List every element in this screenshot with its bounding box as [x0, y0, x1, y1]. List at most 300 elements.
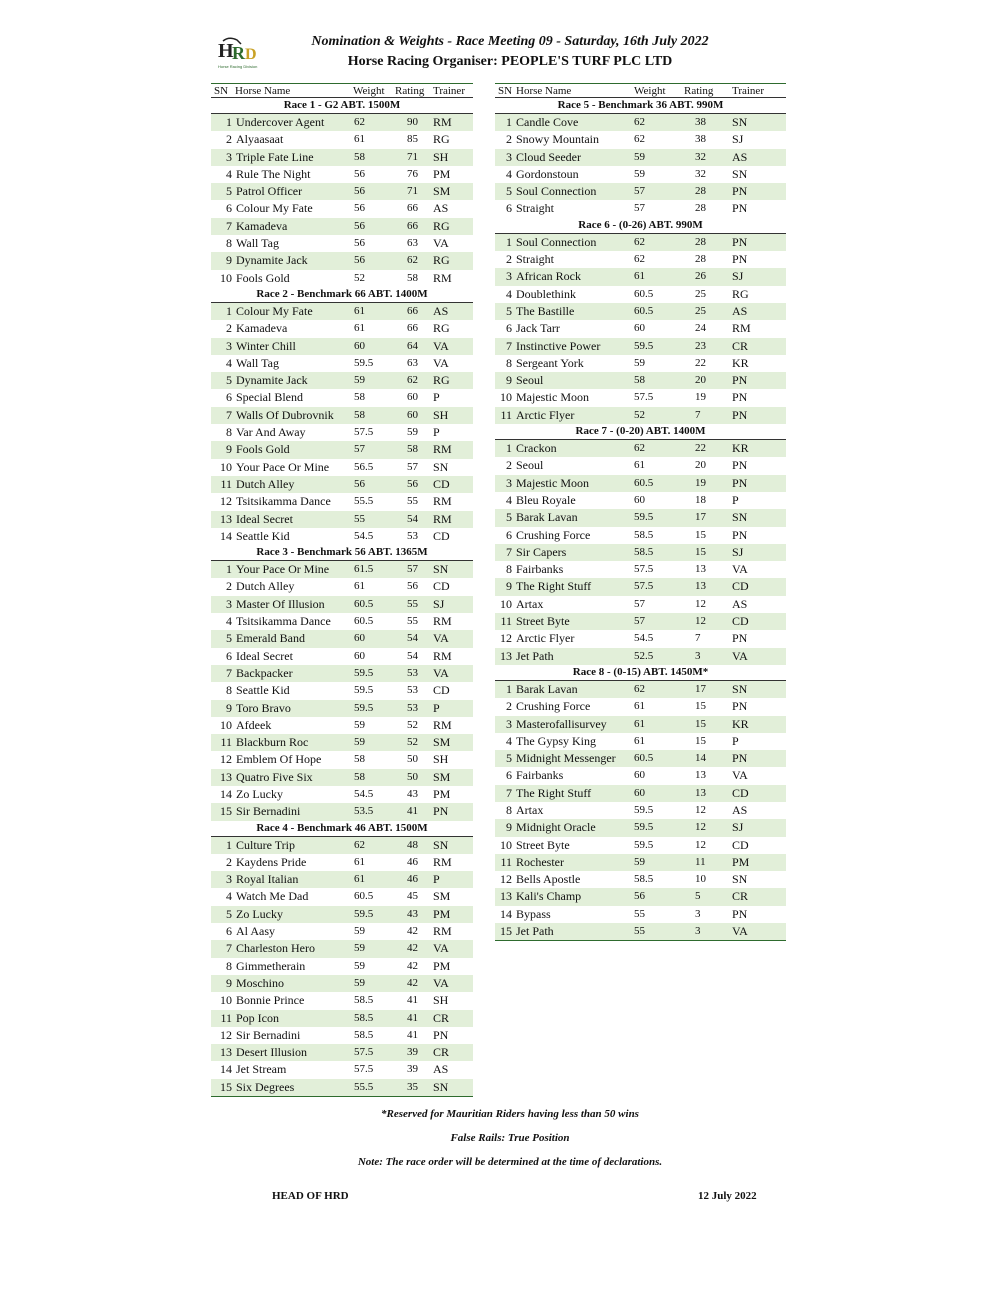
horse-weight: 55 — [634, 925, 645, 938]
horse-name: Jet Path — [516, 648, 554, 663]
horse-name: Zo Lucky — [236, 786, 283, 801]
table-row — [211, 252, 473, 269]
horse-weight: 61 — [634, 700, 645, 713]
table-row — [211, 149, 473, 166]
race-header: Race 2 - Benchmark 66 ABT. 1400M — [211, 287, 473, 303]
horse-name: Doublethink — [516, 286, 576, 301]
horse-weight: 60.5 — [354, 597, 374, 610]
trainer-code: RG — [433, 132, 450, 147]
trainer-code: PN — [732, 373, 748, 388]
horse-weight: 59 — [354, 925, 365, 938]
horse-weight: 53.5 — [354, 805, 374, 818]
horse-name: Artax — [516, 596, 544, 611]
entry-sn: 2 — [506, 132, 512, 147]
horse-name: Wall Tag — [236, 236, 279, 251]
trainer-code: PN — [732, 751, 748, 766]
horse-rating: 46 — [407, 873, 418, 886]
horse-rating: 54 — [407, 512, 418, 525]
horse-rating: 53 — [407, 529, 418, 542]
trainer-code: P — [433, 390, 440, 405]
horse-rating: 25 — [695, 304, 706, 317]
entry-sn: 10 — [220, 270, 232, 285]
horse-weight: 59 — [354, 718, 365, 731]
table-row — [211, 734, 473, 751]
entry-sn: 12 — [220, 494, 232, 509]
horse-weight: 59 — [354, 736, 365, 749]
horse-name: Alyaasaat — [236, 132, 284, 147]
entry-sn: 12 — [220, 1027, 232, 1042]
entry-sn: 2 — [226, 854, 232, 869]
horse-rating: 19 — [695, 391, 706, 404]
entry-sn: 13 — [220, 511, 232, 526]
trainer-code: SH — [433, 407, 449, 422]
horse-weight: 57.5 — [634, 391, 654, 404]
entry-sn: 2 — [226, 321, 232, 336]
entry-sn: 9 — [226, 975, 232, 990]
entry-sn: 14 — [220, 528, 232, 543]
horse-rating: 17 — [695, 682, 706, 695]
entry-sn: 10 — [220, 993, 232, 1008]
horse-rating: 66 — [407, 202, 418, 215]
horse-name: Crackon — [516, 441, 557, 456]
horse-weight: 61 — [354, 133, 365, 146]
horse-rating: 57 — [407, 460, 418, 473]
horse-weight: 58.5 — [634, 528, 654, 541]
header-rating: Rating — [395, 85, 425, 97]
svg-text:D: D — [245, 46, 257, 63]
horse-weight: 58.5 — [354, 994, 374, 1007]
horse-rating: 50 — [407, 753, 418, 766]
horse-name: The Right Stuff — [516, 785, 592, 800]
trainer-code: SM — [433, 769, 451, 784]
trainer-code: SN — [732, 115, 748, 129]
table-row — [495, 596, 786, 613]
table-row — [495, 234, 786, 251]
horse-weight: 59.5 — [354, 701, 374, 714]
trainer-code: PN — [732, 475, 748, 490]
horse-rating: 32 — [695, 150, 706, 163]
entry-sn: 14 — [220, 1062, 232, 1077]
table-row — [495, 767, 786, 784]
horse-name: Your Pace Or Mine — [236, 562, 330, 577]
table-row — [495, 888, 786, 905]
entry-sn: 7 — [506, 544, 512, 559]
horse-rating: 55 — [407, 495, 418, 508]
table-row — [211, 114, 473, 131]
table-row — [495, 527, 786, 544]
horse-rating: 23 — [695, 339, 706, 352]
trainer-code: PM — [433, 958, 451, 973]
table-row — [211, 958, 473, 975]
entry-sn: 1 — [226, 837, 232, 852]
table-row — [495, 923, 786, 940]
entry-sn: 4 — [226, 355, 232, 370]
horse-name: Dutch Alley — [236, 579, 295, 594]
horse-weight: 59.5 — [634, 803, 654, 816]
horse-rating: 7 — [695, 408, 701, 421]
horse-rating: 60 — [407, 391, 418, 404]
horse-weight: 58.5 — [354, 1011, 374, 1024]
horse-name: Jet Path — [516, 924, 554, 939]
horse-name: Majestic Moon — [516, 390, 589, 405]
horse-rating: 64 — [407, 339, 418, 352]
horse-weight: 52 — [634, 408, 645, 421]
trainer-code: RM — [433, 854, 452, 869]
horse-rating: 18 — [695, 493, 706, 506]
horse-weight: 60.5 — [354, 615, 374, 628]
horse-name: Master Of Illusion — [236, 596, 325, 611]
trainer-code: SN — [433, 562, 449, 577]
table-row — [211, 424, 473, 441]
horse-rating: 42 — [407, 925, 418, 938]
trainer-code: P — [433, 700, 440, 715]
horse-name: Soul Connection — [516, 234, 597, 249]
horse-weight: 59 — [634, 356, 645, 369]
horse-weight: 58 — [634, 374, 645, 387]
entry-sn: 11 — [500, 407, 512, 422]
horse-name: Dutch Alley — [236, 476, 295, 491]
entry-sn: 1 — [506, 681, 512, 696]
entry-sn: 8 — [226, 958, 232, 973]
trainer-code: VA — [433, 665, 449, 680]
entry-sn: 5 — [226, 184, 232, 199]
horse-rating: 12 — [695, 803, 706, 816]
horse-name: Zo Lucky — [236, 906, 283, 921]
table-row — [495, 561, 786, 578]
table-row — [211, 166, 473, 183]
entry-sn: 4 — [506, 492, 512, 507]
horse-rating: 58 — [407, 443, 418, 456]
entry-sn: 4 — [506, 286, 512, 301]
trainer-code: RG — [732, 286, 749, 301]
trainer-code: CR — [732, 338, 749, 353]
trainer-code: SN — [732, 872, 748, 887]
entry-sn: 6 — [226, 924, 232, 939]
horse-rating: 17 — [695, 511, 706, 524]
horse-name: Colour My Fate — [236, 201, 313, 216]
table-row — [495, 131, 786, 148]
horse-name: Arctic Flyer — [516, 407, 575, 422]
entry-sn: 12 — [500, 631, 512, 646]
horse-rating: 12 — [695, 597, 706, 610]
horse-weight: 60.5 — [634, 752, 654, 765]
horse-name: Midnight Messenger — [516, 751, 616, 766]
horse-weight: 54.5 — [634, 632, 654, 645]
horse-rating: 25 — [695, 287, 706, 300]
table-row — [495, 355, 786, 372]
horse-weight: 59.5 — [634, 821, 654, 834]
entry-sn: 10 — [500, 596, 512, 611]
horse-weight: 59 — [634, 150, 645, 163]
horse-weight: 59.5 — [634, 838, 654, 851]
trainer-code: RM — [433, 270, 452, 285]
trainer-code: PN — [732, 234, 748, 249]
trainer-code: PM — [433, 166, 451, 181]
horse-name: Fairbanks — [516, 768, 564, 783]
trainer-code: AS — [433, 303, 449, 318]
header-rating: Rating — [684, 85, 714, 97]
trainer-code: RM — [433, 924, 452, 939]
horse-rating: 60 — [407, 408, 418, 421]
trainer-code: P — [732, 492, 739, 507]
horse-rating: 13 — [695, 769, 706, 782]
table-row — [495, 407, 786, 424]
horse-weight: 60 — [354, 339, 365, 352]
table-header — [495, 83, 786, 98]
horse-name: Emblem Of Hope — [236, 752, 322, 767]
footnote-reserved: *Reserved for Mauritian Riders having less than 50 wins — [381, 1108, 639, 1120]
table-row — [211, 803, 473, 820]
horse-name: Desert Illusion — [236, 1045, 307, 1060]
horse-rating: 15 — [695, 734, 706, 747]
horse-name: Kaydens Pride — [236, 854, 307, 869]
horse-rating: 35 — [407, 1080, 418, 1093]
trainer-code: RM — [433, 717, 452, 732]
table-row — [495, 475, 786, 492]
horse-weight: 57.5 — [634, 580, 654, 593]
logo-subtext: Horse Racing Division — [218, 64, 258, 69]
horse-name: Barak Lavan — [516, 510, 578, 525]
trainer-code: RM — [433, 115, 452, 129]
horse-rating: 38 — [695, 116, 706, 128]
horse-weight: 58 — [354, 408, 365, 421]
horse-name: Afdeek — [236, 717, 272, 732]
horse-name: Special Blend — [236, 390, 303, 405]
entry-sn: 3 — [506, 716, 512, 731]
left-table — [211, 83, 473, 1097]
horse-name: Seattle Kid — [236, 683, 290, 698]
trainer-code: KR — [732, 355, 749, 370]
trainer-code: CD — [732, 837, 749, 852]
horse-weight: 56 — [354, 477, 365, 490]
horse-weight: 56 — [634, 890, 645, 903]
trainer-code: SN — [433, 837, 449, 852]
table-row — [495, 544, 786, 561]
horse-weight: 52 — [354, 271, 365, 284]
trainer-code: SN — [732, 510, 748, 525]
horse-name: Royal Italian — [236, 872, 299, 887]
trainer-code: SH — [433, 752, 449, 767]
table-row — [211, 218, 473, 235]
horse-name: Triple Fate Line — [236, 149, 314, 164]
horse-name: Gimmetherain — [236, 958, 306, 973]
trainer-code: VA — [433, 355, 449, 370]
trainer-code: RM — [433, 614, 452, 629]
horse-rating: 5 — [695, 890, 701, 903]
trainer-code: CR — [433, 1010, 450, 1025]
horse-weight: 56 — [354, 219, 365, 232]
horse-rating: 85 — [407, 133, 418, 146]
entry-sn: 14 — [220, 786, 232, 801]
entry-sn: 15 — [220, 804, 232, 819]
trainer-code: VA — [433, 975, 449, 990]
entry-sn: 4 — [226, 614, 232, 629]
horse-rating: 13 — [695, 580, 706, 593]
trainer-code: PM — [732, 854, 750, 869]
horse-name: Emerald Band — [236, 631, 305, 646]
horse-weight: 56.5 — [354, 460, 374, 473]
horse-name: Colour My Fate — [236, 303, 313, 318]
horse-rating: 48 — [407, 838, 418, 851]
trainer-code: VA — [433, 236, 449, 251]
trainer-code: PM — [433, 906, 451, 921]
horse-weight: 56 — [354, 237, 365, 250]
horse-name: Artax — [516, 802, 544, 817]
horse-name: Sir Bernadini — [236, 1027, 301, 1042]
horse-name: Bonnie Prince — [236, 993, 305, 1008]
trainer-code: PN — [732, 252, 748, 267]
horse-weight: 60.5 — [634, 476, 654, 489]
horse-weight: 59.5 — [354, 684, 374, 697]
horse-rating: 28 — [695, 253, 706, 266]
horse-name: The Bastille — [516, 303, 575, 318]
header-weight: Weight — [634, 85, 666, 97]
entry-sn: 9 — [506, 820, 512, 835]
header-trainer: Trainer — [732, 85, 764, 97]
horse-rating: 53 — [407, 684, 418, 697]
entry-sn: 7 — [226, 407, 232, 422]
table-end-rule — [211, 1096, 473, 1097]
horse-name: Moschino — [236, 975, 284, 990]
horse-weight: 59.5 — [354, 907, 374, 920]
trainer-code: PN — [732, 390, 748, 405]
trainer-code: RG — [433, 253, 450, 268]
horse-weight: 61 — [354, 855, 365, 868]
entry-sn: 11 — [500, 854, 512, 869]
horse-rating: 53 — [407, 701, 418, 714]
race-header: Race 3 - Benchmark 56 ABT. 1365M — [211, 545, 473, 561]
table-row — [495, 854, 786, 871]
trainer-code: CD — [732, 785, 749, 800]
horse-weight: 58 — [354, 753, 365, 766]
trainer-code: RG — [433, 373, 450, 388]
page-title: Nomination & Weights - Race Meeting 09 - Saturday, 16th July 2022 — [311, 34, 709, 49]
horse-rating: 46 — [407, 855, 418, 868]
race-header: Race 8 - (0-15) ABT. 1450M* — [495, 665, 786, 681]
entry-sn: 7 — [226, 665, 232, 680]
organiser-title: Horse Racing Organiser: PEOPLE'S TURF PLC LTD — [347, 54, 673, 69]
horse-weight: 60 — [634, 322, 645, 335]
entry-sn: 3 — [226, 149, 232, 164]
horse-weight: 62 — [354, 838, 365, 851]
table-row — [211, 131, 473, 148]
svg-text:H: H — [218, 40, 234, 62]
entry-sn: 2 — [506, 699, 512, 714]
horse-rating: 52 — [407, 718, 418, 731]
trainer-code: CD — [732, 614, 749, 629]
horse-name: Cloud Seeder — [516, 149, 581, 164]
table-row — [211, 389, 473, 406]
table-row — [211, 1027, 473, 1044]
trainer-code: CR — [732, 889, 749, 904]
trainer-code: SN — [433, 1079, 449, 1094]
horse-name: Seoul — [516, 373, 544, 388]
horse-name: Tsitsikamma Dance — [236, 614, 331, 629]
table-row — [211, 682, 473, 699]
horse-weight: 61 — [634, 717, 645, 730]
entry-sn: 3 — [226, 596, 232, 611]
horse-name: Undercover Agent — [236, 115, 325, 129]
table-row — [211, 786, 473, 803]
horse-name: Backpacker — [236, 665, 293, 680]
table-row — [495, 320, 786, 337]
horse-weight: 59 — [354, 374, 365, 387]
trainer-code: SM — [433, 184, 451, 199]
horse-weight: 57 — [634, 597, 645, 610]
horse-weight: 61 — [634, 459, 645, 472]
horse-name: Winter Chill — [236, 338, 296, 353]
horse-weight: 62 — [634, 133, 645, 146]
horse-weight: 59.5 — [354, 356, 374, 369]
horse-weight: 57 — [634, 202, 645, 215]
horse-name: Kamadeva — [236, 218, 288, 233]
horse-weight: 57.5 — [354, 1063, 374, 1076]
entry-sn: 1 — [506, 234, 512, 249]
horse-name: Walls Of Dubrovnik — [236, 407, 334, 422]
table-row — [211, 871, 473, 888]
horse-rating: 41 — [407, 805, 418, 818]
horse-rating: 15 — [695, 700, 706, 713]
table-row — [211, 923, 473, 940]
horse-name: Midnight Oracle — [516, 820, 596, 835]
horse-rating: 28 — [695, 235, 706, 248]
horse-rating: 53 — [407, 666, 418, 679]
entry-sn: 9 — [226, 442, 232, 457]
table-row — [495, 149, 786, 166]
entry-sn: 6 — [506, 321, 512, 336]
trainer-code: SJ — [732, 820, 744, 835]
trainer-code: SJ — [732, 132, 744, 147]
horse-rating: 15 — [695, 528, 706, 541]
table-row — [211, 665, 473, 682]
horse-rating: 41 — [407, 994, 418, 1007]
entry-sn: 15 — [220, 1079, 232, 1094]
horse-weight: 54.5 — [354, 529, 374, 542]
right-table — [495, 83, 786, 941]
horse-name: Fairbanks — [516, 562, 564, 577]
horse-weight: 59 — [354, 942, 365, 955]
horse-name: Six Degrees — [236, 1079, 295, 1094]
entry-sn: 4 — [506, 166, 512, 181]
table-row — [495, 750, 786, 767]
horse-weight: 56 — [354, 254, 365, 267]
trainer-code: SN — [732, 166, 748, 181]
trainer-code: RM — [433, 442, 452, 457]
horse-rating: 66 — [407, 219, 418, 232]
horse-name: Seoul — [516, 458, 544, 473]
trainer-code: VA — [732, 648, 748, 663]
table-row — [495, 648, 786, 665]
horse-rating: 32 — [695, 167, 706, 180]
entry-sn: 2 — [506, 458, 512, 473]
table-row — [495, 183, 786, 200]
trainer-code: RG — [433, 321, 450, 336]
horse-rating: 57 — [407, 563, 418, 576]
entry-sn: 5 — [506, 303, 512, 318]
horse-weight: 60 — [634, 786, 645, 799]
table-row — [495, 303, 786, 320]
entry-sn: 6 — [506, 768, 512, 783]
horse-name: Blackburn Roc — [236, 735, 309, 750]
horse-weight: 60 — [634, 493, 645, 506]
horse-name: Snowy Mountain — [516, 132, 600, 147]
horse-weight: 58 — [354, 391, 365, 404]
horse-rating: 45 — [407, 890, 418, 903]
trainer-code: VA — [732, 768, 748, 783]
table-row — [495, 630, 786, 647]
horse-weight: 61 — [354, 322, 365, 335]
horse-rating: 62 — [407, 374, 418, 387]
